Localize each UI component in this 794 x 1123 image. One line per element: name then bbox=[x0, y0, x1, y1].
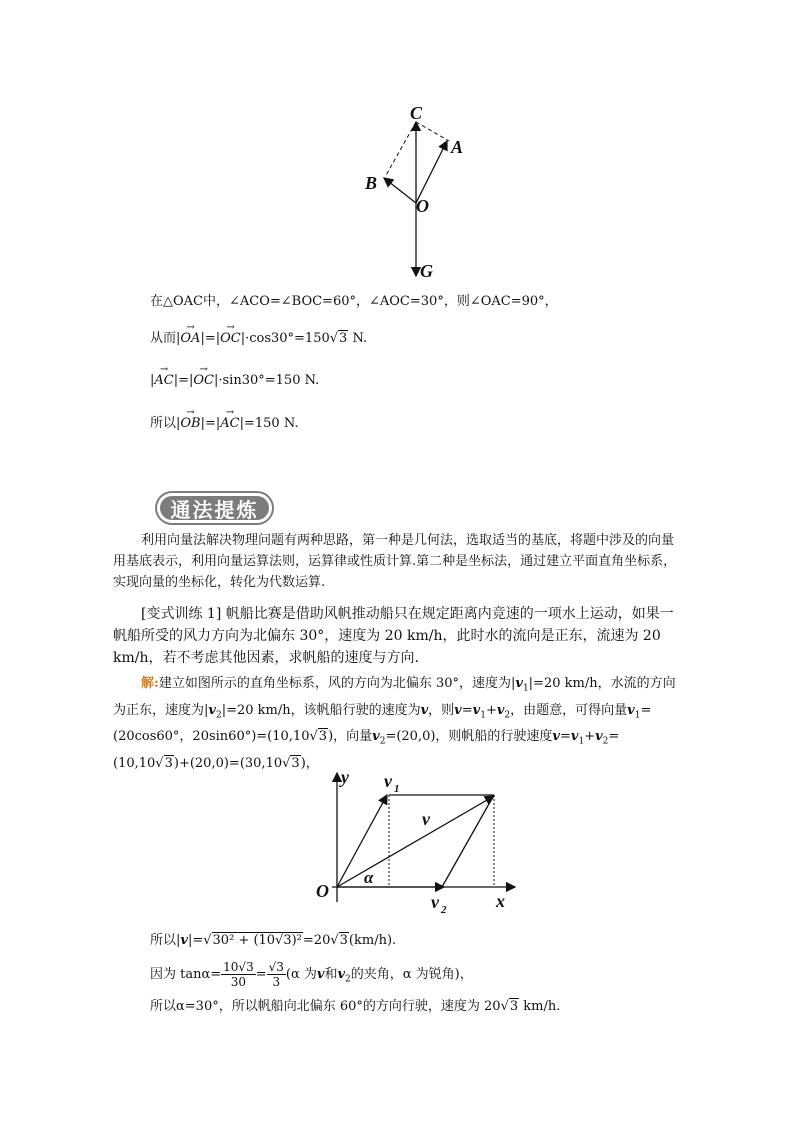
derivation-line-1: 在△OAC中，∠ACO=∠BOC=60°，∠AOC=30°，则∠OAC=90°， bbox=[150, 294, 558, 309]
conclusion-line-3: 所以α=30°，所以帆船向北偏东 60°的方向行驶，速度为 20√3 km/h. bbox=[150, 999, 561, 1014]
vector-v bbox=[337, 796, 494, 887]
label-C: C bbox=[410, 103, 423, 123]
label-O: O bbox=[416, 196, 429, 216]
velocity-diagram bbox=[310, 765, 530, 915]
exercise-text bbox=[113, 603, 683, 669]
dashed-CB bbox=[385, 122, 416, 177]
label-O2: O bbox=[316, 881, 329, 901]
vector-OA bbox=[416, 141, 447, 203]
right-side bbox=[442, 795, 494, 887]
solution-text: 解:建立如图所示的直角坐标系，风的方向为北偏东 30°，速度为$|v_1|=20$ km/h，水流的方向为正东，速度为$|v_2|=20$ km/h，该帆船行驶的速度为v，则$v=v_1+v_2$，由题意，可得向量$v_1=(20\cos 60^\circ$，20sin60°)=(10,10√3)，向量$v_2=(20,0)$，则帆船的行驶速度$v=v_1+v_2=(10,10√3)+(20,0)=(30,10√3)$， bbox=[113, 676, 676, 771]
label-y: y bbox=[341, 767, 349, 787]
solution-label: 解: bbox=[141, 676, 159, 691]
conclusion-line-1: 所以|v|=√30² + (10√3)²=20√3(km/h). bbox=[150, 933, 397, 948]
section-badge: 通法提炼 bbox=[157, 493, 272, 523]
label-x: x bbox=[496, 891, 505, 911]
label-alpha: α bbox=[364, 868, 374, 887]
dashed-CA bbox=[416, 122, 449, 141]
label-v2: v bbox=[431, 892, 439, 912]
label-B: B bbox=[365, 173, 378, 193]
label-v: v bbox=[422, 809, 430, 829]
vector-OB bbox=[384, 178, 416, 203]
conclusion-line-2: 因为 tanα= $\frac{10√3}{30}$ = $\frac{√3}{3}$ (α 为v和$v_2$的夹角，α 为锐角)， bbox=[150, 960, 473, 989]
label-v1-sub: 1 bbox=[394, 783, 400, 795]
exercise-body: 帆船比赛是借助风帆推动船只在规定距离内竞速的一项水上运动，如果一帆船所受的风力方向为北偏东 30°，速度为 20 km/h，此时水的流向是正东，流速为 20 km/h，若不考虑其他因素，求帆船的速度与方向. bbox=[113, 606, 674, 666]
force-diagram bbox=[350, 95, 480, 290]
label-A: A bbox=[451, 137, 464, 157]
derivation-line-4: 所以|→ OB|=|→ AC|=150 N. bbox=[150, 415, 299, 433]
label-v2-sub: 2 bbox=[441, 904, 447, 915]
exercise-tag: [变式训练 1] bbox=[141, 606, 222, 622]
label-v1: v bbox=[384, 771, 392, 791]
derivation-line-2: 从而|→ OA|=|→ OC|·cos30°=150√3 N. bbox=[150, 330, 367, 348]
method-summary: 利用向量法解决物理问题有两种思路，第一种是几何法，选取适当的基底，将题中涉及的向量用基底表示，利用向量运算法则，运算律或性质计算.第二种是坐标法，通过建立平面直角坐标系，实现向量的坐标化，转化为代数运算. bbox=[113, 533, 677, 590]
label-G: G bbox=[420, 261, 433, 281]
derivation-line-3: |→ AC|=|→ OC|·sin30°=150 N. bbox=[150, 372, 319, 390]
